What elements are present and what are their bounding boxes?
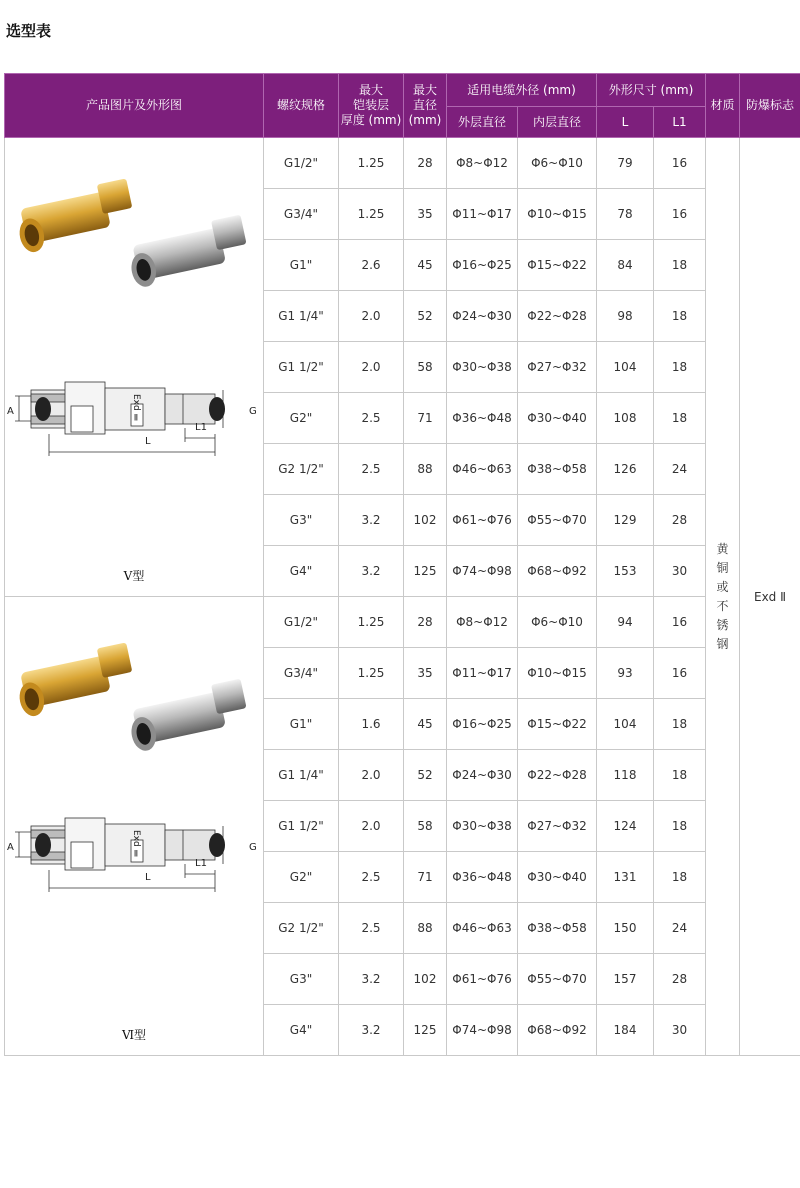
outer-diameter-cell: Φ74~Φ98 [447,1005,518,1056]
table-row [5,138,800,189]
header-cable-od: 适用电缆外径 (mm) [447,74,597,107]
length1-cell: 24 [654,444,706,495]
length-cell: 153 [597,546,654,597]
inner-diameter-cell: Φ6~Φ10 [518,597,597,648]
length1-cell: 18 [654,240,706,291]
armor-cell: 2.0 [339,342,404,393]
header-material: 材质 [706,74,740,138]
thread-cell: G3" [264,954,339,1005]
armor-cell: 2.5 [339,393,404,444]
drawing-label-exd: Exd Ⅱ [131,394,141,424]
diameter-cell: 102 [404,495,447,546]
thread-cell: G1 1/4" [264,291,339,342]
material-char: 或 [716,579,729,594]
length-cell: 131 [597,852,654,903]
armor-cell: 3.2 [339,495,404,546]
diameter-cell: 45 [404,699,447,750]
drawing-label-a: A [7,842,14,853]
length1-cell: 28 [654,954,706,1005]
diameter-cell: 45 [404,240,447,291]
thread-cell: G4" [264,546,339,597]
inner-diameter-cell: Φ55~Φ70 [518,495,597,546]
armor-cell: 3.2 [339,1005,404,1056]
diameter-cell: 28 [404,597,447,648]
diameter-cell: 35 [404,189,447,240]
diameter-cell: 102 [404,954,447,1005]
thread-cell: G1 1/2" [264,342,339,393]
header-outer: 外层直径 [447,107,518,138]
diameter-cell: 28 [404,138,447,189]
thread-cell: G1 1/4" [264,750,339,801]
outer-diameter-cell: Φ16~Φ25 [447,240,518,291]
length1-cell: 24 [654,903,706,954]
inner-diameter-cell: Φ30~Φ40 [518,393,597,444]
inner-diameter-cell: Φ10~Φ15 [518,189,597,240]
thread-cell: G3" [264,495,339,546]
header-armor-line1: 最大 [358,83,383,97]
length-cell: 104 [597,342,654,393]
length1-cell: 18 [654,393,706,444]
outer-diameter-cell: Φ24~Φ30 [447,291,518,342]
armor-cell: 1.25 [339,648,404,699]
thread-cell: G2" [264,852,339,903]
product-image-cell [5,597,264,1056]
table-row [5,597,800,648]
length1-cell: 18 [654,699,706,750]
thread-cell: G1 1/2" [264,801,339,852]
outer-diameter-cell: Φ16~Φ25 [447,699,518,750]
outer-diameter-cell: Φ30~Φ38 [447,801,518,852]
length-cell: 93 [597,648,654,699]
spec-table [4,73,800,1056]
thread-cell: G2 1/2" [264,903,339,954]
outer-diameter-cell: Φ8~Φ12 [447,138,518,189]
material-char: 钢 [716,636,729,651]
outer-diameter-cell: Φ74~Φ98 [447,546,518,597]
inner-diameter-cell: Φ38~Φ58 [518,444,597,495]
material-cell [706,138,740,1056]
steel-gland [128,679,246,752]
length1-cell: 30 [654,546,706,597]
thread-cell: G3/4" [264,189,339,240]
length1-cell: 18 [654,342,706,393]
armor-cell: 2.5 [339,852,404,903]
drawing-label-l: L [145,872,151,883]
header-product: 产品图片及外形图 [5,74,264,138]
armor-cell: 1.25 [339,138,404,189]
armor-cell: 3.2 [339,546,404,597]
inner-diameter-cell: Φ27~Φ32 [518,801,597,852]
inner-diameter-cell: Φ15~Φ22 [518,240,597,291]
length-cell: 150 [597,903,654,954]
header-armor-line3: 厚度 (mm) [340,113,402,127]
thread-cell: G1" [264,699,339,750]
header-L: L [597,107,654,138]
outer-diameter-cell: Φ24~Φ30 [447,750,518,801]
diameter-cell: 52 [404,750,447,801]
thread-cell: G1/2" [264,138,339,189]
product-photo [5,642,264,752]
drawing-label-a: A [7,406,14,417]
outer-diameter-cell: Φ30~Φ38 [447,342,518,393]
length1-cell: 18 [654,750,706,801]
armor-cell: 1.6 [339,699,404,750]
thread-cell: G1" [264,240,339,291]
thread-cell: G1/2" [264,597,339,648]
drawing-label-g: G [249,406,257,417]
material-char: 锈 [716,617,729,632]
length-cell: 184 [597,1005,654,1056]
header-thread: 螺纹规格 [264,74,339,138]
inner-diameter-cell: Φ68~Φ92 [518,546,597,597]
header-dims: 外形尺寸 (mm) [597,74,706,107]
exmark-cell: Exd Ⅱ [740,138,800,1056]
header-inner: 内层直径 [518,107,597,138]
diameter-cell: 35 [404,648,447,699]
header-diam-line3: (mm) [408,113,442,127]
diameter-cell: 125 [404,546,447,597]
header-diam-line1: 最大 [412,83,437,97]
length1-cell: 18 [654,291,706,342]
thread-cell: G4" [264,1005,339,1056]
length-cell: 157 [597,954,654,1005]
armor-cell: 1.25 [339,597,404,648]
length-cell: 118 [597,750,654,801]
armor-cell: 2.0 [339,801,404,852]
inner-diameter-cell: Φ38~Φ58 [518,903,597,954]
length1-cell: 16 [654,189,706,240]
armor-cell: 2.0 [339,750,404,801]
diameter-cell: 71 [404,393,447,444]
header-diam-line2: 直径 [412,98,437,112]
diameter-cell: 58 [404,801,447,852]
material-char: 铜 [716,560,729,575]
length-cell: 124 [597,801,654,852]
drawing-label-exd: Exd Ⅱ [131,830,141,860]
length-cell: 129 [597,495,654,546]
diameter-cell: 58 [404,342,447,393]
outer-diameter-cell: Φ36~Φ48 [447,393,518,444]
outer-diameter-cell: Φ8~Φ12 [447,597,518,648]
diameter-cell: 88 [404,444,447,495]
length1-cell: 18 [654,852,706,903]
page-title: 选型表 [6,22,52,40]
length1-cell: 28 [654,495,706,546]
outer-diameter-cell: Φ46~Φ63 [447,903,518,954]
thread-cell: G2 1/2" [264,444,339,495]
outer-diameter-cell: Φ11~Φ17 [447,189,518,240]
length-cell: 78 [597,189,654,240]
length1-cell: 30 [654,1005,706,1056]
armor-cell: 1.25 [339,189,404,240]
outer-diameter-cell: Φ61~Φ76 [447,495,518,546]
armor-cell: 2.0 [339,291,404,342]
drawing-label-l: L [145,436,151,447]
length-cell: 126 [597,444,654,495]
length1-cell: 16 [654,597,706,648]
length-cell: 94 [597,597,654,648]
armor-cell: 2.5 [339,444,404,495]
length-cell: 84 [597,240,654,291]
armor-cell: 2.5 [339,903,404,954]
inner-diameter-cell: Φ27~Φ32 [518,342,597,393]
outer-diameter-cell: Φ61~Φ76 [447,954,518,1005]
thread-cell: G3/4" [264,648,339,699]
length1-cell: 16 [654,648,706,699]
diameter-cell: 125 [404,1005,447,1056]
header-exmark: 防爆标志 [740,74,800,138]
type-label: Ⅴ型 [123,569,145,583]
product-photo [5,178,264,288]
length1-cell: 16 [654,138,706,189]
outer-diameter-cell: Φ11~Φ17 [447,648,518,699]
drawing-label-l1: L1 [195,858,207,869]
inner-diameter-cell: Φ55~Φ70 [518,954,597,1005]
diameter-cell: 88 [404,903,447,954]
header-armor [339,74,404,138]
drawing-label-l1: L1 [195,422,207,433]
outer-diameter-cell: Φ46~Φ63 [447,444,518,495]
header-armor-line2: 铠装层 [352,98,389,112]
inner-diameter-cell: Φ15~Φ22 [518,699,597,750]
length-cell: 98 [597,291,654,342]
type-label: Ⅵ型 [121,1028,147,1042]
inner-diameter-cell: Φ30~Φ40 [518,852,597,903]
inner-diameter-cell: Φ22~Φ28 [518,291,597,342]
thread-cell: G2" [264,393,339,444]
outer-diameter-cell: Φ36~Φ48 [447,852,518,903]
length-cell: 79 [597,138,654,189]
length1-cell: 18 [654,801,706,852]
drawing-label-g: G [249,842,257,853]
product-image-cell [5,138,264,597]
diameter-cell: 52 [404,291,447,342]
inner-diameter-cell: Φ68~Φ92 [518,1005,597,1056]
steel-gland [128,215,246,288]
inner-diameter-cell: Φ22~Φ28 [518,750,597,801]
header-diameter [404,74,447,138]
header-L1: L1 [654,107,706,138]
brass-gland [17,642,133,718]
inner-diameter-cell: Φ10~Φ15 [518,648,597,699]
inner-diameter-cell: Φ6~Φ10 [518,138,597,189]
diameter-cell: 71 [404,852,447,903]
material-char: 黄 [716,541,729,556]
material-char: 不 [716,598,729,613]
armor-cell: 2.6 [339,240,404,291]
length-cell: 108 [597,393,654,444]
armor-cell: 3.2 [339,954,404,1005]
brass-gland [17,178,133,254]
length-cell: 104 [597,699,654,750]
